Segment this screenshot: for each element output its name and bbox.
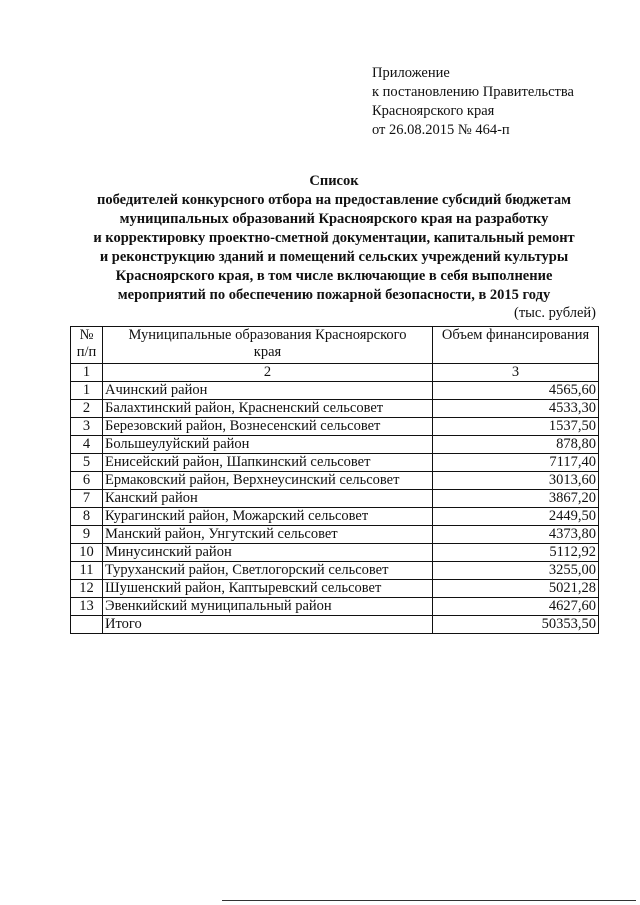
row-municipality: Минусинский район	[103, 544, 433, 562]
row-number: 4	[71, 436, 103, 454]
row-number: 3	[71, 418, 103, 436]
row-municipality: Ермаковский район, Верхнеусинский сельсовет	[103, 472, 433, 490]
row-amount: 4373,80	[433, 526, 599, 544]
row-amount: 3255,00	[433, 562, 599, 580]
table-header-row	[71, 327, 599, 364]
row-amount: 7117,40	[433, 454, 599, 472]
row-municipality: Канский район	[103, 490, 433, 508]
row-amount: 4565,60	[433, 382, 599, 400]
appendix-line: к постановлению Правительства	[372, 84, 574, 100]
table-row	[71, 436, 599, 454]
total-row	[71, 616, 599, 634]
total-number	[71, 616, 103, 634]
title-line: муниципальных образований Красноярского края на разработку	[119, 211, 549, 227]
header-municipality: Муниципальные образования Красноярского края	[103, 327, 433, 364]
header-num-line2: п/п	[76, 344, 97, 360]
table-row	[71, 454, 599, 472]
document-title	[60, 172, 608, 305]
row-amount: 878,80	[433, 436, 599, 454]
row-number: 7	[71, 490, 103, 508]
table-row	[71, 598, 599, 616]
header-num-line1: №	[79, 327, 94, 343]
row-amount: 1537,50	[433, 418, 599, 436]
row-number: 11	[71, 562, 103, 580]
row-municipality: Туруханский район, Светлогорский сельсовет	[103, 562, 433, 580]
row-amount: 4627,60	[433, 598, 599, 616]
row-number: 5	[71, 454, 103, 472]
table-row	[71, 562, 599, 580]
row-amount: 3013,60	[433, 472, 599, 490]
row-number: 6	[71, 472, 103, 490]
title-line: Красноярского края, в том числе включающие в себя выполнение	[115, 268, 553, 284]
table-row	[71, 544, 599, 562]
header-num	[71, 327, 103, 364]
title-line: Список	[309, 173, 359, 189]
appendix-line: Приложение	[372, 65, 450, 81]
row-amount: 5021,28	[433, 580, 599, 598]
appendix-block	[372, 64, 574, 140]
row-municipality: Манский район, Унгутский сельсовет	[103, 526, 433, 544]
total-label: Итого	[103, 616, 433, 634]
table-row	[71, 382, 599, 400]
row-municipality: Березовский район, Вознесенский сельсовет	[103, 418, 433, 436]
row-amount: 2449,50	[433, 508, 599, 526]
row-municipality: Курагинский район, Можарский сельсовет	[103, 508, 433, 526]
appendix-line: от 26.08.2015 № 464-п	[372, 122, 510, 138]
table-row	[71, 418, 599, 436]
title-line: и реконструкцию зданий и помещений сельских учреждений культуры	[99, 249, 569, 265]
row-number: 1	[71, 382, 103, 400]
title-line: и корректировку проектно-сметной документации, капитальный ремонт	[93, 230, 575, 246]
appendix-line: Красноярского края	[372, 103, 495, 119]
table-row	[71, 526, 599, 544]
table-row	[71, 472, 599, 490]
total-amount: 50353,50	[433, 616, 599, 634]
row-amount: 4533,30	[433, 400, 599, 418]
row-number: 13	[71, 598, 103, 616]
units-label: (тыс. рублей)	[514, 305, 596, 321]
row-municipality: Балахтинский район, Красненский сельсовет	[103, 400, 433, 418]
row-number: 9	[71, 526, 103, 544]
bottom-rule	[222, 900, 636, 901]
row-amount: 3867,20	[433, 490, 599, 508]
row-municipality: Большеулуйский район	[103, 436, 433, 454]
table-row	[71, 508, 599, 526]
row-number: 8	[71, 508, 103, 526]
row-amount: 5112,92	[433, 544, 599, 562]
table-row	[71, 490, 599, 508]
title-line: победителей конкурсного отбора на предоставление субсидий бюджетам	[97, 192, 571, 208]
row-municipality: Эвенкийский муниципальный район	[103, 598, 433, 616]
row-municipality: Енисейский район, Шапкинский сельсовет	[103, 454, 433, 472]
column-index: 3	[433, 364, 599, 382]
column-index: 2	[103, 364, 433, 382]
funding-table	[70, 326, 599, 634]
row-number: 2	[71, 400, 103, 418]
column-index-row	[71, 364, 599, 382]
table-row	[71, 400, 599, 418]
column-index: 1	[71, 364, 103, 382]
row-number: 12	[71, 580, 103, 598]
row-number: 10	[71, 544, 103, 562]
header-amount: Объем финансирования	[433, 327, 599, 364]
row-municipality: Ачинский район	[103, 382, 433, 400]
table-row	[71, 580, 599, 598]
title-line: мероприятий по обеспечению пожарной безопасности, в 2015 году	[117, 287, 551, 303]
row-municipality: Шушенский район, Каптыревский сельсовет	[103, 580, 433, 598]
